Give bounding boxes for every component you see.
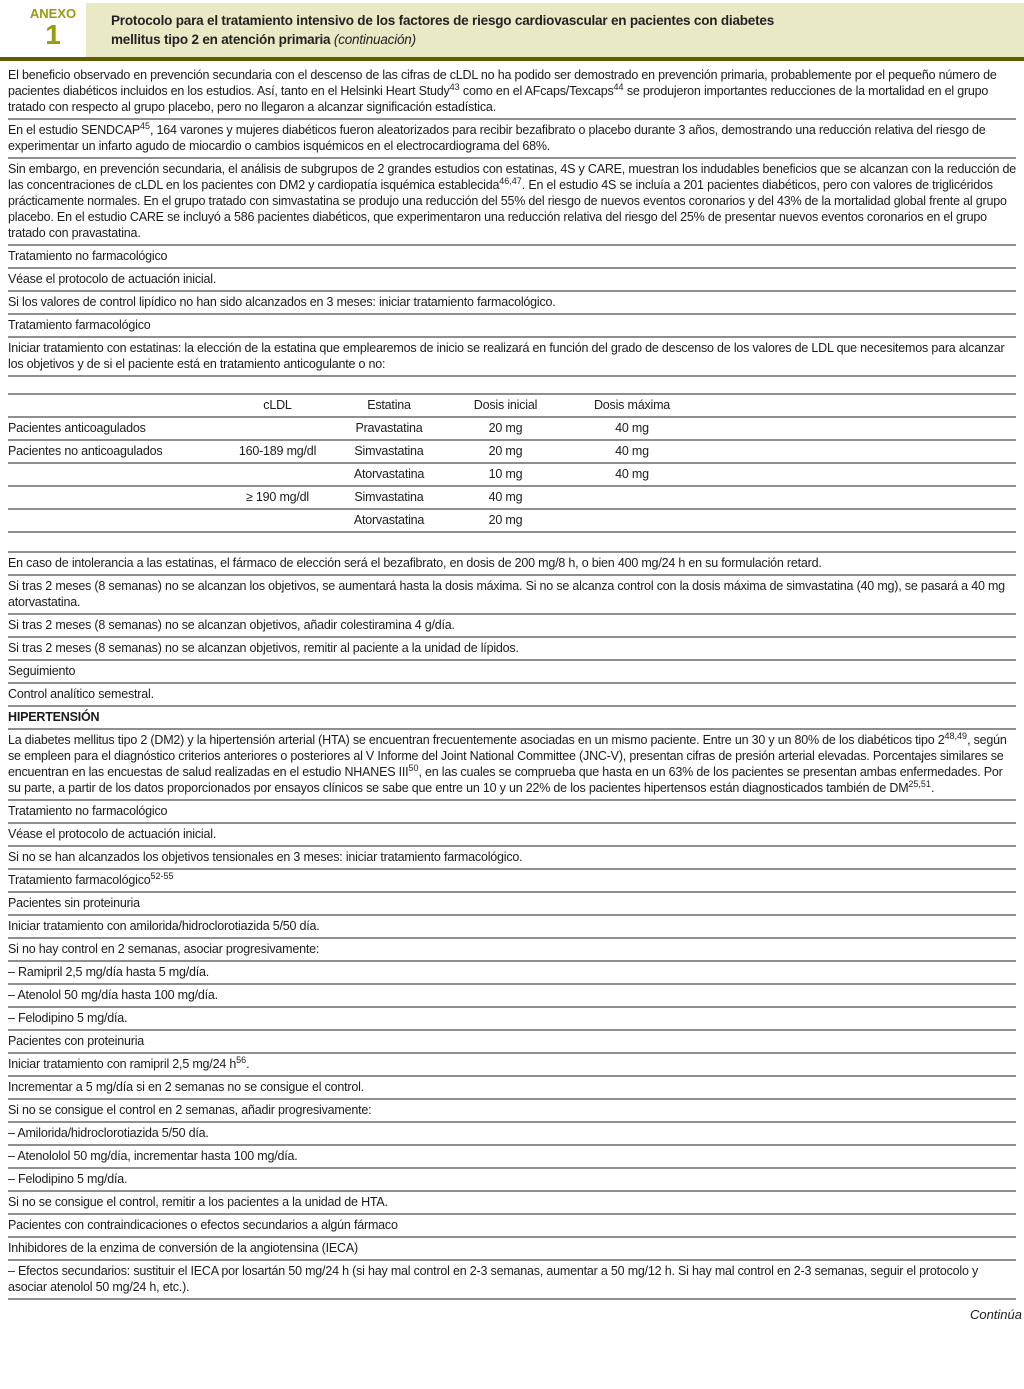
reference-superscript: 56 <box>236 1054 247 1065</box>
table-header-cell <box>706 395 1016 417</box>
table-cell: 40 mg <box>558 417 706 440</box>
table-cell <box>706 440 1016 463</box>
protocol-row: Iniciar tratamiento con ramipril 2,5 mg/24 $h^{56}$. <box>8 1054 1016 1077</box>
protocol-row: Incrementar a 5 mg/día si en 2 semanas no se consigue el control. <box>8 1077 1016 1100</box>
table-cell: Pravastatina <box>325 417 453 440</box>
table-cell <box>706 486 1016 509</box>
protocol-rows <box>8 61 1016 1300</box>
table-header-row <box>8 395 1016 417</box>
protocol-row: Seguimiento <box>8 661 1016 684</box>
protocol-row: Si no se consigue el control, remitir a los pacientes a la unidad de HTA. <box>8 1192 1016 1215</box>
protocol-row: Control analítico semestral. <box>8 684 1016 707</box>
title-line-1: Protocolo para el tratamiento intensivo de los factores de riesgo cardiovascular en pacientes con diabetes <box>111 13 775 28</box>
protocol-row: – Amilorida/hidroclorotiazida 5/50 día. <box>8 1123 1016 1146</box>
table-cell <box>230 509 325 532</box>
protocol-row: Tratamiento no farmacológico <box>8 246 1016 269</box>
reference-superscript: 48,49 <box>944 730 968 741</box>
table-row <box>8 417 1016 440</box>
protocol-row: Si tras 2 meses (8 semanas) no se alcanzan los objetivos, se aumentará hasta la dosis máxima. Si no se alcanza control con la dosis máxima de simvastatina (40 mg), se pasará a 40 mg atorvastatina. <box>8 576 1016 615</box>
protocol-row: Si tras 2 meses (8 semanas) no se alcanzan objetivos, remitir al paciente a la unidad de lípidos. <box>8 638 1016 661</box>
protocol-row: Si no se han alcanzados los objetivos tensionales en 3 meses: iniciar tratamiento farmacológico. <box>8 847 1016 870</box>
protocol-row: – Felodipino 5 mg/día. <box>8 1169 1016 1192</box>
table-cell <box>706 463 1016 486</box>
protocol-row: El beneficio observado en prevención secundaria con el descenso de las cifras de cLDL no ha podido ser demostrado en prevención primaria, probablemente por el pequeño número de pacientes diabéticos incluidos en los estudios. Así, tanto en el Helsinki Heart Study$^{43}$ como en el AFcaps/Texcaps$^{44}$ se produjeron importantes reducciones de la mortalidad en el grupo tratado con respecto al grupo placebo, pero no llegaron a alcanzar significación estadística. <box>8 65 1016 120</box>
section-gap <box>8 533 1016 553</box>
title-line-2: mellitus tipo 2 en atención primaria <box>111 32 334 47</box>
table-cell: 40 mg <box>453 486 558 509</box>
protocol-row: – Atenolol 50 mg/día hasta 100 mg/día. <box>8 985 1016 1008</box>
table-cell <box>558 509 706 532</box>
reference-superscript: 25,51 <box>908 778 931 789</box>
table-cell: Pacientes no anticoagulados <box>8 440 230 463</box>
table-cell <box>706 509 1016 532</box>
protocol-row: Tratamiento farmacológico <box>8 315 1016 338</box>
protocol-row: En el estudio SENDCAP$^{45}$, 164 varones y mujeres diabéticos fueron aleatorizados para recibir bezafibrato o placebo durante 3 años, demostrando una reducción relativa del riesgo de experimentar un infarto agudo de miocardio o cambios isquémicos en el electrocardiograma del 68%. <box>8 120 1016 159</box>
protocol-row: Tratamiento no farmacológico <box>8 801 1016 824</box>
protocol-row: Tratamiento farmacológico$^{52-55}$ <box>8 870 1016 893</box>
table-cell: ≥ 190 mg/dl <box>230 486 325 509</box>
reference-superscript: 44 <box>613 81 624 92</box>
table-row <box>8 463 1016 486</box>
table-cell <box>8 486 230 509</box>
reference-superscript: 52-55 <box>150 870 174 881</box>
table-cell <box>706 417 1016 440</box>
protocol-row: Iniciar tratamiento con amilorida/hidroclorotiazida 5/50 día. <box>8 916 1016 939</box>
annex-title-box <box>86 3 1024 57</box>
table-cell: 40 mg <box>558 440 706 463</box>
table-cell: 160-189 mg/dl <box>230 440 325 463</box>
table-cell: 20 mg <box>453 509 558 532</box>
annex-number: 1 <box>45 19 61 50</box>
protocol-row: – Ramipril 2,5 mg/día hasta 5 mg/día. <box>8 962 1016 985</box>
table-cell <box>8 463 230 486</box>
table-cell: Simvastatina <box>325 486 453 509</box>
annex-header <box>20 3 1024 57</box>
reference-superscript: 46,47 <box>499 175 522 186</box>
table-header-cell: Dosis inicial <box>453 395 558 417</box>
protocol-row: Pacientes con proteinuria <box>8 1031 1016 1054</box>
table-cell <box>558 486 706 509</box>
protocol-row: Si los valores de control lipídico no han sido alcanzados en 3 meses: iniciar tratamiento farmacológico. <box>8 292 1016 315</box>
table-cell: 20 mg <box>453 417 558 440</box>
protocol-row: Pacientes sin proteinuria <box>8 893 1016 916</box>
table-row <box>8 509 1016 532</box>
table-cell: Simvastatina <box>325 440 453 463</box>
table-header-cell: Estatina <box>325 395 453 417</box>
protocol-row: Iniciar tratamiento con estatinas: la elección de la estatina que emplearemos de inicio se realizará en función del grado de descenso de los valores de LDL que necesitemos para alcanzar los objetivos y de si el paciente está en tratamiento anticogulante o no: <box>8 338 1016 377</box>
title-continuation: (continuación) <box>333 32 416 47</box>
statin-dose-table <box>8 395 1016 533</box>
protocol-row: En caso de intolerancia a las estatinas, el fármaco de elección será el bezafibrato, en dosis de 200 mg/8 h, o bien 400 mg/24 h en su formulación retard. <box>8 553 1016 576</box>
protocol-row: Véase el protocolo de actuación inicial. <box>8 824 1016 847</box>
protocol-row: Inhibidores de la enzima de conversión de la angiotensina (IECA) <box>8 1238 1016 1261</box>
reference-superscript: 45 <box>139 120 150 131</box>
table-cell: Atorvastatina <box>325 509 453 532</box>
table-cell: Pacientes anticoagulados <box>8 417 230 440</box>
table-cell: 10 mg <box>453 463 558 486</box>
protocol-row: – Atenololol 50 mg/día, incrementar hasta 100 mg/día. <box>8 1146 1016 1169</box>
reference-superscript: 50 <box>408 762 419 773</box>
table-cell <box>230 463 325 486</box>
table-cell: 20 mg <box>453 440 558 463</box>
protocol-row: Si no se consigue el control en 2 semanas, añadir progresivamente: <box>8 1100 1016 1123</box>
table-header-cell: cLDL <box>230 395 325 417</box>
section-gap <box>8 377 1016 395</box>
reference-superscript: 43 <box>449 81 460 92</box>
protocol-row: – Felodipino 5 mg/día. <box>8 1008 1016 1031</box>
page-title <box>111 11 1012 49</box>
table-cell <box>8 509 230 532</box>
table-cell <box>230 417 325 440</box>
protocol-row: Si no hay control en 2 semanas, asociar progresivamente: <box>8 939 1016 962</box>
table-row <box>8 486 1016 509</box>
continua-note: Continúa <box>969 1307 1022 1322</box>
protocol-row: Véase el protocolo de actuación inicial. <box>8 269 1016 292</box>
table-header-cell <box>8 395 230 417</box>
protocol-row: Sin embargo, en prevención secundaria, el análisis de subgrupos de 2 grandes estudios con estatinas, 4S y CARE, muestran los indudables beneficios que se alcanzan con la reducción de las concentraciones de cLDL en los pacientes con DM2 y cardiopatía isquémica establecida$^{46,47}$. En el estudio 4S se incluía a 201 pacientes diabéticos, pero con valores de triglicéridos prácticamente normales. En el grupo tratado con simvastatina se produjo una reducción del 55% del riesgo de nuevos eventos coronarios y del 43% de la mortalidad global frente al grupo placebo. En el estudio CARE se incluyó a 586 pacientes diabéticos, que experimentaron una reducción relativa del riesgo del 25% de presentar nuevos eventos coronarios en el grupo tratado con pravastatina. <box>8 159 1016 246</box>
section-heading: HIPERTENSIÓN <box>8 707 1016 730</box>
protocol-row: Pacientes con contraindicaciones o efectos secundarios a algún fármaco <box>8 1215 1016 1238</box>
protocol-row: – Efectos secundarios: sustituir el IECA por losartán 50 mg/24 h (si hay mal control en 2-3 semanas, aumentar a 50 mg/12 h. Si hay mal control en 2-3 semanas, seguir el protocolo y asociar atenolol 50 mg/24 h, etc.). <box>8 1261 1016 1300</box>
table-header-cell: Dosis máxima <box>558 395 706 417</box>
protocol-row: La diabetes mellitus tipo 2 (DM2) y la hipertensión arterial (HTA) se encuentran frecuentemente asociadas en un mismo paciente. Entre un 30 y un 80% de los diabéticos tipo 2$^{48,49}$, según se empleen para el diagnóstico criterios anteriores o posteriores al V Informe del Joint National Committee (JNC-V), presentan cifras de presión arterial elevadas. Porcentajes similares se encuentran en las encuestas de salud realizadas en el estudio NHANES III$^{50}$, en las cuales se comprueba que hasta en un 63% de los pacientes se presentan ambas enfermedades. Por su parte, a partir de los datos proporcionados por ensayos clínicos se sabe que entre un 10 y un 22% de los pacientes hipertensos están diagnosticados también de DM$^{25,51}$. <box>8 730 1016 801</box>
table-cell: 40 mg <box>558 463 706 486</box>
protocol-row: Si tras 2 meses (8 semanas) no se alcanzan objetivos, añadir colestiramina 4 g/día. <box>8 615 1016 638</box>
annex-badge <box>20 3 86 57</box>
annex-label: ANEXO <box>29 6 77 21</box>
table-row <box>8 440 1016 463</box>
table-cell: Atorvastatina <box>325 463 453 486</box>
